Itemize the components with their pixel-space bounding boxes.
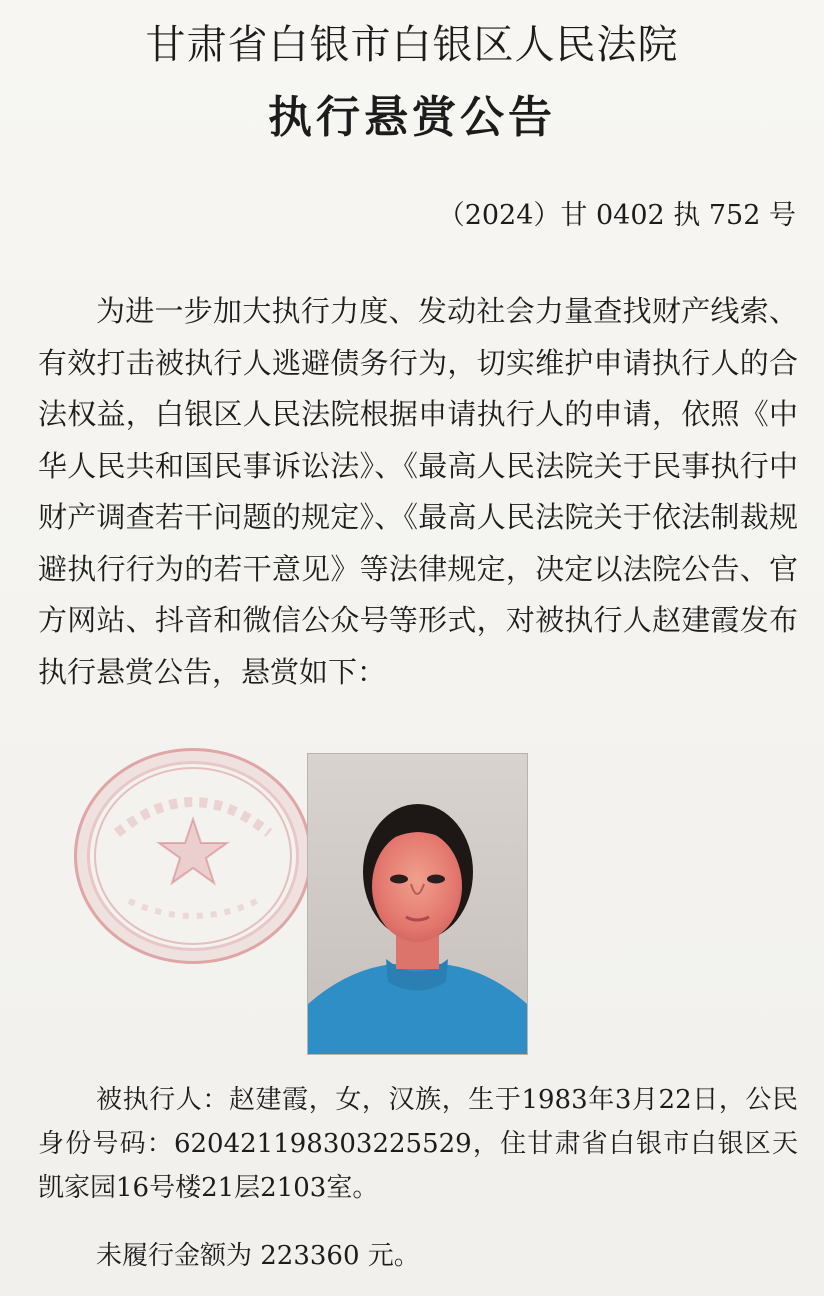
executee-details: 被执行人：赵建霞，女，汉族，生于1983年3月22日，公民身份号码：620421198303225529，住甘肃省白银市白银区天凯家园16号楼21层2103室。	[38, 1085, 798, 1203]
case-number: （2024）甘 0402 执 752 号	[437, 200, 796, 231]
notice-body-paragraph: 为进一步加大执行力度、发动社会力量查找财产线索、有效打击被执行人逃避债务行为，切实维护申请执行人的合法权益，白银区人民法院根据申请执行人的申请，依照《中华人民共和国民事诉讼法》、《最高人民法院关于民事执行中财产调查若干问题的规定》、《最高人民法院关于依法制裁规避执行行为的若干意见》等法律规定，决定以法院公告、官方网站、抖音和微信公众号等形式，对被执行人赵建霞发布执行悬赏公告，悬赏如下：	[38, 294, 798, 689]
court-seal-graphic	[77, 751, 309, 961]
court-name: 甘肃省白银市白银区人民法院	[145, 22, 679, 68]
executee-photo	[307, 753, 528, 1055]
portrait-graphic	[308, 754, 527, 1054]
notice-title: 执行悬赏公告	[268, 92, 556, 143]
outstanding-amount: 未履行金额为 223360 元。	[96, 1241, 420, 1271]
court-seal-icon	[74, 748, 312, 964]
